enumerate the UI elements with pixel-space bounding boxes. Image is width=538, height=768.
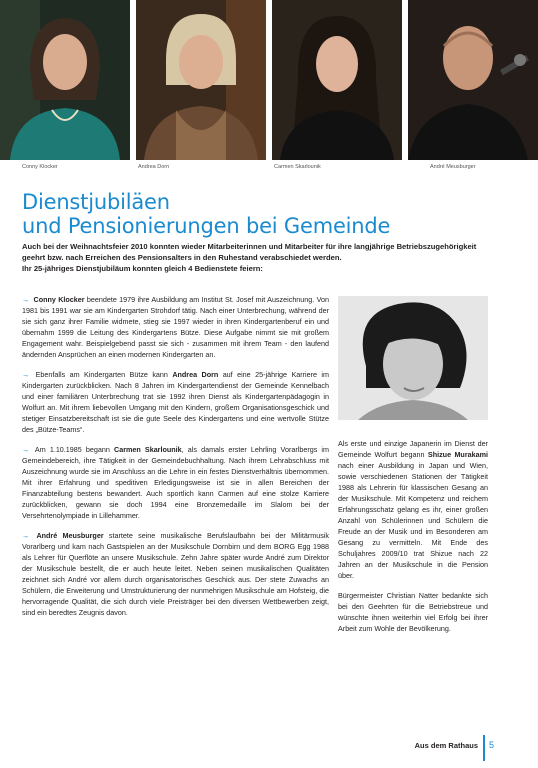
arrow-right-icon: →	[22, 531, 30, 540]
lead-paragraph	[22, 241, 492, 274]
footer-divider	[483, 735, 485, 761]
title-line-2: und Pensionierungen bei Gemeinde	[22, 214, 391, 238]
photo-carmen-skarlounik	[272, 0, 402, 160]
lead-text-1: Auch bei der Weihnachtsfeier 2010 konnten wieder Mitarbeiterinnen und Mitarbeiter für ihre langjährige Betriebszugehörigkeit geehrt bzw. nach Erreichen des Pensionsalters in den Ruhestand verabschiedet werden.	[22, 242, 477, 262]
name-conny-klocker: Conny Klocker	[33, 295, 85, 304]
article-shizue-murakami	[338, 438, 488, 581]
article-text: beendete 1979 ihre Ausbildung am Institut St. Josef mit Auszeichnung. Von 1981 bis 1991 war sie am Kindergarten Strohdorf tätig. Nach einer Unterbrechung, während der sie sich ganz ihrer Familie widmete, stieg sie 1997 wieder in ihren Kindergartenberuf ein und übernahm 1999 die Leitung des Kindergartens Bütze. Diese Aufgabe nimmt sie mit großem Engagement wahr. Beispielgebend passt sie sich - zusammen mit ihrem Team - den laufend ändernden Ansprüchen an einen modernen Kindergarten an.	[22, 295, 330, 359]
article-andrea-dorn	[22, 369, 329, 435]
article-andre-meusburger	[22, 530, 329, 618]
article-conny-klocker	[22, 294, 329, 360]
lead-text-2: Ihr 25-jähriges Dienstjubiläum konnten gleich 4 Bedienstete feiern:	[22, 264, 263, 273]
article-pre: Ebenfalls am Kindergarten Bütze kann	[35, 370, 173, 379]
photo-conny-klocker	[0, 0, 130, 160]
caption-andre-meusburger: André Meusburger	[430, 164, 476, 170]
page-title	[22, 190, 390, 238]
article-pre: Am 1.10.1985 begann	[34, 445, 115, 454]
article-pre: Als erste und einzige Japanerin im Dienst der Gemeinde Wolfurt begann	[338, 439, 488, 459]
article-text: nach einer Ausbildung in Japan und Wien, sowie verschiedenen Stationen der Tätigkeit 1988 als Lehrerin für klassischen Gesang an der Musikschule. Mit Kompetenz und reichem Erfahrungsschatz gelang es ihr, einer großen Anzahl von Schülerinnen und Schülern die Freude an der Musik und im Besonderen am Gesang zu vermitteln. Mit Ende des Schuljahres 2009/10 trat Shizue nach 22 Jahren an der Musikschule in die Pension über.	[338, 461, 488, 580]
caption-carmen-skarlounik: Carmen Skarlounik	[274, 164, 321, 170]
name-carmen-skarlounik: Carmen Skarlounik	[114, 445, 182, 454]
name-andrea-dorn: Andrea Dorn	[172, 370, 219, 379]
caption-andrea-dorn: Andrea Dorn	[138, 164, 170, 170]
article-text: startete seine musikalische Berufslaufbahn bei der Militärmusik Vorarlberg und kam nach Gastspielen an der Musikschule Dornbirn und dem BORG Egg 1988 als Lehrer für Querflöte an unsere Musikschule. Zehn Jahre später wurde André zum Direktor der Musikschule bestellt, die er auch heute leitet. Neben seinen musikalischen Qualitäten zeichnet sich André vor allem durch organisatorisches Geschick aus. Der stete Zuwachs an Schülern, die Erweiterung und Umstrukturierung der nunmehrigen Musikschule am Hofsteig, die hervorragende Qualität, die sich durch viele Preisträger bei den diversen Wettbewerben zeigt, sind ein beredtes Zeugnis davon.	[22, 531, 329, 617]
photo-andrea-dorn	[136, 0, 266, 160]
name-andre-meusburger: André Meusburger	[36, 531, 104, 540]
arrow-right-icon: →	[22, 295, 30, 304]
right-column	[338, 438, 488, 643]
page-number: 5	[489, 740, 495, 750]
arrow-right-icon: →	[22, 445, 30, 454]
caption-conny-klocker: Conny Klocker	[22, 164, 58, 170]
left-column	[22, 294, 329, 627]
photo-andre-meusburger	[408, 0, 538, 160]
article-carmen-skarlounik	[22, 444, 329, 521]
arrow-right-icon: →	[22, 370, 30, 379]
footer-section-label: Aus dem Rathaus	[414, 741, 478, 750]
photo-strip	[0, 0, 538, 176]
article-text: auf eine 25-jährige Karriere im Kindergarten zurückblicken. Nach 8 Jahren im Kindergartendienst der Gemeinde Kennelbach und einer familiären Unterbrechung trat sie 1992 ihren Dienst als Kindergartenpädagogin in Wolfurt an. Mit ihrem liebevollen Umgang mit den Kindern, großem Organisationsgeschick und stetiger Einsatzbereitschaft ist sie die gute Seele des Kindergartens und eine wertvolle Stütze des „Bütze-Teams“.	[22, 370, 330, 434]
article-text: , als damals erster Lehrling Vorarlbergs im Gemeindebereich, ihre Tätigkeit in der Gemeindebuchhaltung. Nach ihrem Lehrabschluss mit Auszeichnung wurde sie im Anschluss an die Lehre in ein festes Dienstverhältnis übernommen. Mit ihrer Erfahrung und speditiven Erledigungsweise ist sie in allen Bereichen der Finanzabteilung bestens bewandert. Auch sportlich kann Carmen auf eine stolze Karriere zurückblicken, gewann sie doch 1994 eine Bronzemedaille im Slalom bei der Versehrtenolympiade in Lillehammer.	[22, 445, 330, 520]
title-line-1: Dienstjubiläen	[22, 190, 170, 214]
photo-shizue-murakami	[338, 296, 488, 420]
closing-paragraph: Bürgermeister Christian Natter bedankte sich bei den Geehrten für die Betriebstreue und wünschte ihnen weiterhin viel Erfolg bei ihrer Arbeit zum Wohle der Bevölkerung.	[338, 591, 488, 633]
name-shizue-murakami: Shizue Murakami	[427, 450, 488, 459]
